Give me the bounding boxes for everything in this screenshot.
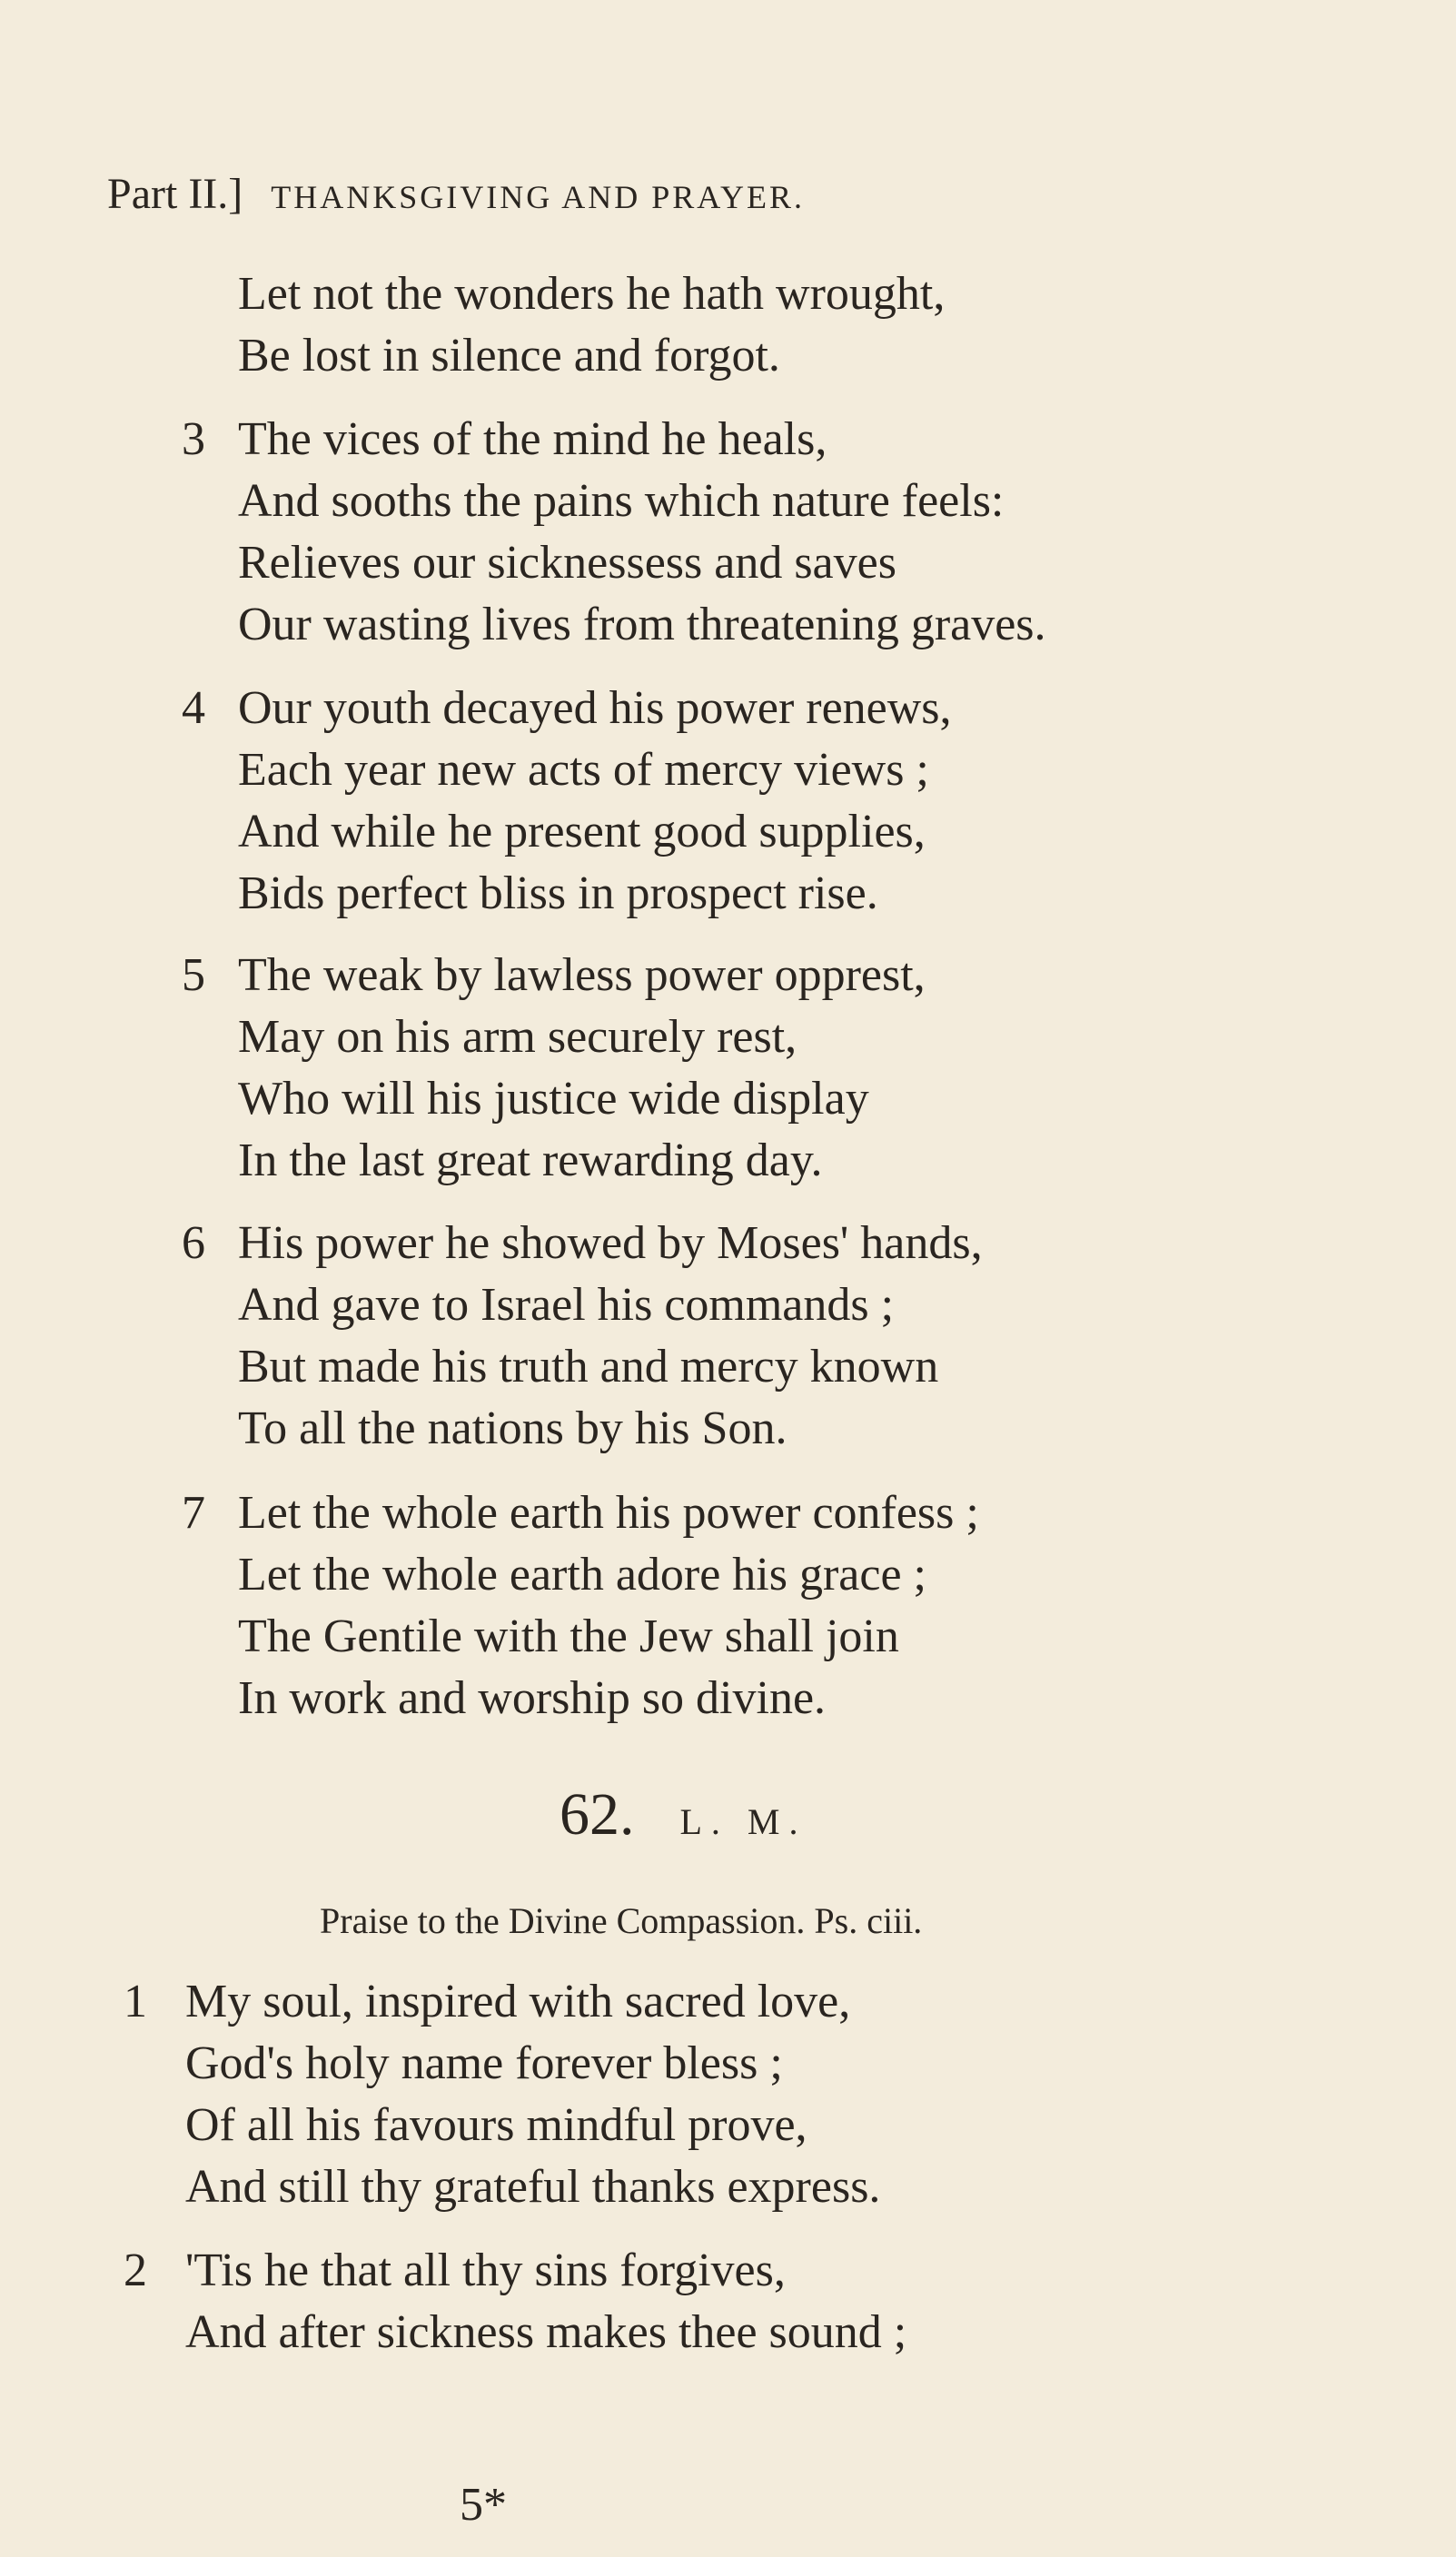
verse-line: Our wasting lives from threatening graves. (238, 599, 1046, 650)
verse-line: In the last great rewarding day. (238, 1135, 823, 1186)
hymn-meter: L. M. (679, 1801, 807, 1842)
verse-line: And gave to Israel his commands ; (238, 1279, 895, 1331)
stanza (238, 1482, 979, 1729)
hymn-number: 62. (560, 1781, 635, 1848)
verse-line: The vices of the mind he heals, (238, 413, 827, 465)
stanza-number: 4 (182, 682, 205, 734)
verse-line: Be lost in silence and forgot. (238, 330, 780, 382)
part-label: Part II.] (107, 170, 243, 218)
verse-line: But made his truth and mercy known (238, 1341, 939, 1392)
verse-line: And sooths the pains which nature feels: (238, 475, 1005, 527)
stanza-number: 5 (182, 949, 205, 1001)
stanza (238, 678, 952, 925)
verse-line: The weak by lawless power opprest, (238, 949, 926, 1001)
verse-line: Relieves our sicknessess and saves (238, 537, 896, 589)
verse-line: In work and worship so divine. (238, 1672, 827, 1724)
verse-line: Let not the wonders he hath wrought, (238, 268, 946, 320)
running-title: THANKSGIVING AND PRAYER. (271, 179, 805, 215)
verse-line: Each year new acts of mercy views ; (238, 744, 929, 796)
verse-line: Bids perfect bliss in prospect rise. (238, 867, 878, 919)
signature-mark: 5* (460, 2479, 507, 2531)
stanza (185, 2240, 906, 2364)
stanza-number: 2 (124, 2245, 147, 2296)
stanza-number: 3 (182, 413, 205, 465)
verse-line: Of all his favours mindful prove, (185, 2099, 807, 2151)
stanza-number: 1 (124, 1976, 147, 2027)
verse-line: 'Tis he that all thy sins forgives, (185, 2245, 786, 2296)
verse-line: God's holy name forever bless ; (185, 2037, 783, 2089)
verse-line: To all the nations by his Son. (238, 1402, 787, 1454)
verse-line: His power he showed by Moses' hands, (238, 1217, 983, 1269)
verse-line: Let the whole earth his power confess ; (238, 1487, 979, 1539)
continuation-lines (238, 263, 945, 387)
stanza-number: 6 (182, 1217, 205, 1269)
hymn-heading (560, 1780, 807, 1849)
verse-line: And still thy grateful thanks express. (185, 2161, 881, 2213)
stanza (185, 1971, 880, 2218)
hymn-subtitle: Praise to the Divine Compassion. Ps. ciii. (320, 1900, 923, 1941)
verse-line: The Gentile with the Jew shall join (238, 1611, 899, 1662)
stanza-number: 7 (182, 1487, 205, 1539)
verse-line: My soul, inspired with sacred love, (185, 1976, 851, 2027)
verse-line: And after sickness makes thee sound ; (185, 2306, 907, 2358)
verse-line: Our youth decayed his power renews, (238, 682, 952, 734)
verse-line: And while he present good supplies, (238, 806, 926, 857)
stanza (238, 409, 1046, 656)
verse-line: Who will his justice wide display (238, 1073, 869, 1125)
stanza (238, 1213, 983, 1460)
verse-line: May on his arm securely rest, (238, 1011, 797, 1063)
stanza (238, 945, 926, 1192)
running-head (107, 169, 805, 219)
verse-line: Let the whole earth adore his grace ; (238, 1549, 926, 1601)
